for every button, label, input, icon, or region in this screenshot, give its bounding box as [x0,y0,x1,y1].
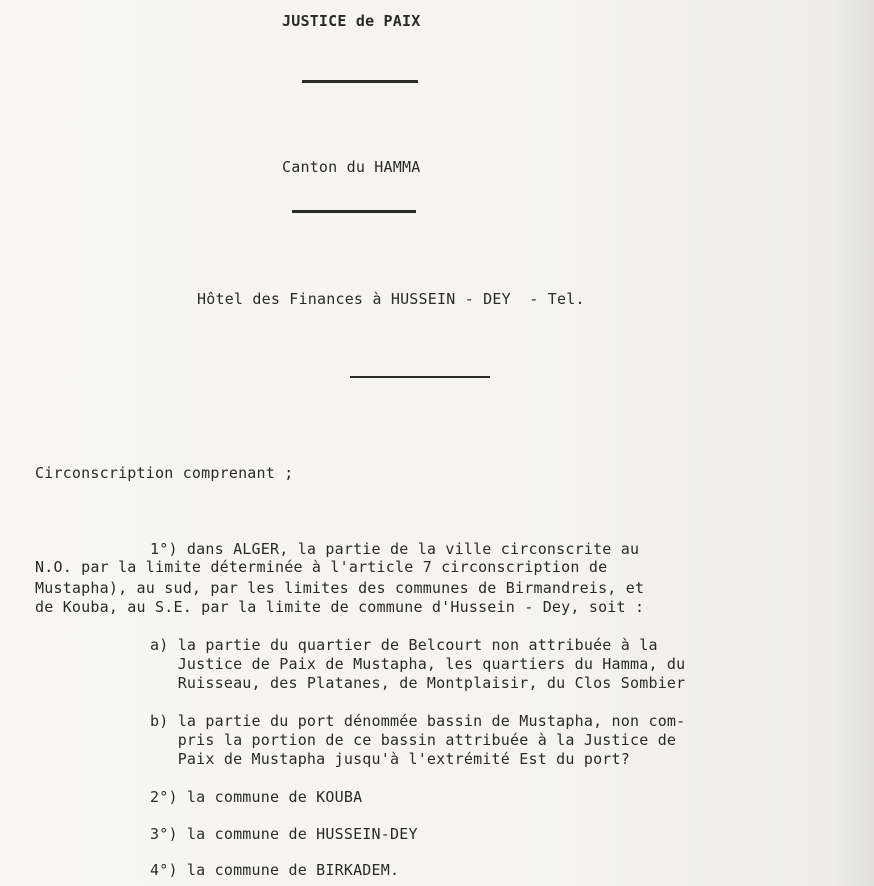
item-b-line: pris la portion de ce bassin attribuée à la Justice de [150,731,677,749]
circonscription-intro: Circonscription comprenant ; [35,464,294,482]
section1-line: 1°) dans ALGER, la partie de la ville circonscrite au [150,540,640,558]
item-4: 4°) la commune de BIRKADEM. [150,861,400,879]
item-2: 2°) la commune de KOUBA [150,788,363,806]
address-underline [350,376,490,378]
item-a-line: a) la partie du quartier de Belcourt non attribuée à la [150,636,658,654]
document-title: JUSTICE de PAIX [282,12,421,30]
item-3: 3°) la commune de HUSSEIN-DEY [150,825,418,843]
item-b-line: Paix de Mustapha jusqu'à l'extrémité Est du port? [150,750,630,768]
page-edge-shadow [834,0,874,886]
item-a-line: Justice de Paix de Mustapha, les quartiers du Hamma, du [150,655,686,673]
section1-line: N.O. par la limite déterminée à l'article 7 circonscription de [35,558,608,576]
title-underline [302,80,418,83]
address-line: Hôtel des Finances à HUSSEIN - DEY - Tel. [197,290,585,308]
item-a-line: Ruisseau, des Platanes, de Montplaisir, du Clos Sombier [150,674,686,692]
canton-underline [292,210,416,213]
canton-heading: Canton du HAMMA [282,158,421,176]
item-b-line: b) la partie du port dénommée bassin de Mustapha, non com- [150,712,686,730]
section1-line: Mustapha), au sud, par les limites des communes de Birmandreis, et [35,579,645,597]
section1-line: de Kouba, au S.E. par la limite de commune d'Hussein - Dey, soit : [35,598,645,616]
